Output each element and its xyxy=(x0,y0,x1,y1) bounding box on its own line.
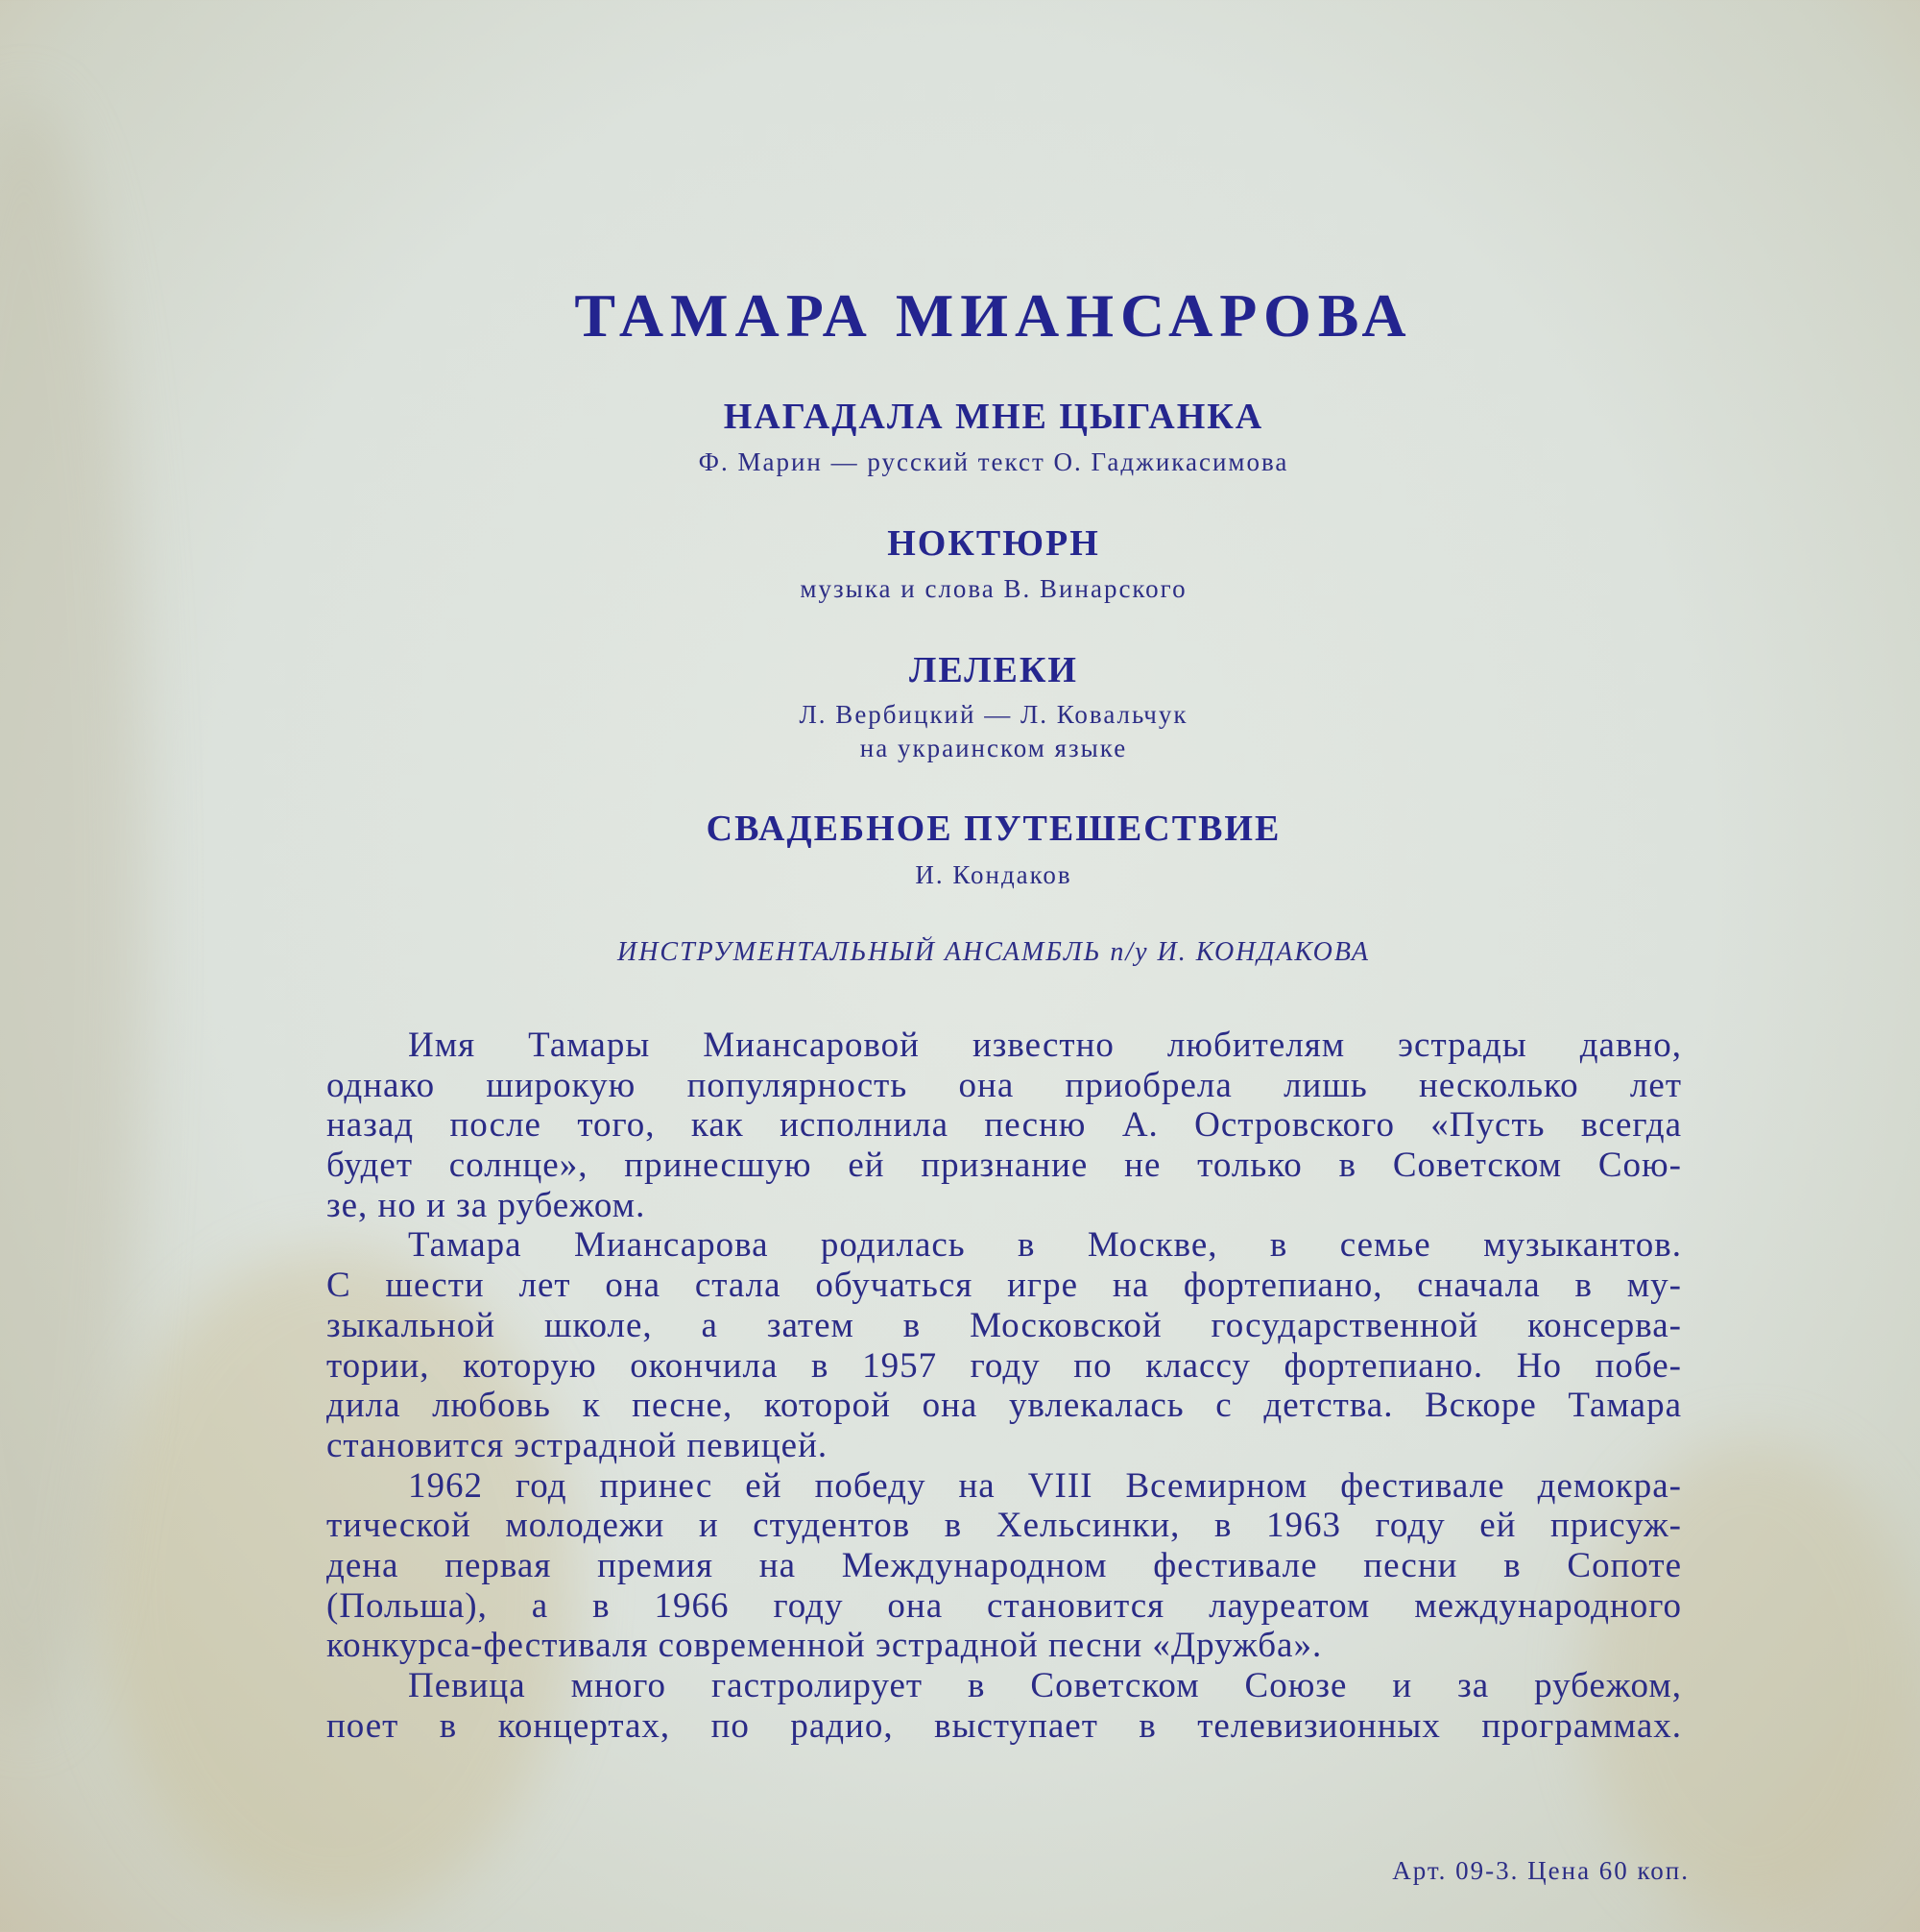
artist-name: ТАМАРА МИАНСАРОВА xyxy=(574,281,1413,350)
body-line: поет в концертах, по радио, выступает в телевизионных программах. xyxy=(326,1705,1682,1746)
body-line: назад после того, как исполнила песню А. Островского «Пусть всегда xyxy=(326,1105,1682,1146)
body-line: становится эстрадной певицей. xyxy=(326,1425,828,1465)
song-title: СВАДЕБНОЕ ПУТЕШЕСТВИЕ xyxy=(706,809,1282,849)
song-title: ЛЕЛЕКИ xyxy=(909,650,1078,690)
body-line: тории, которую окончила в 1957 году по классу фортепиано. Но побе- xyxy=(326,1345,1682,1386)
song-title: НОКТЮРН xyxy=(887,523,1100,564)
ensemble-credit: ИНСТРУМЕНТАЛЬНЫЙ АНСАМБЛЬ п/у И. КОНДАКОВА xyxy=(616,937,1371,967)
biography-text xyxy=(326,1026,1682,1746)
song-credit: музыка и слова В. Винарского xyxy=(800,574,1188,603)
body-line: (Польша), а в 1966 году она становится лауреатом международного xyxy=(326,1585,1682,1626)
body-line: 1962 год принес ей победу на VIII Всемирном фестивале демокра- xyxy=(408,1465,1682,1506)
body-line: будет солнце», принесшую ей признание не только в Советском Сою- xyxy=(326,1146,1682,1186)
body-line: зе, но и за рубежом. xyxy=(326,1185,646,1225)
song-credit: Л. Вербицкий — Л. Ковальчук xyxy=(799,700,1188,729)
body-line: Имя Тамары Миансаровой известно любителям эстрады давно, xyxy=(408,1026,1682,1065)
body-line: дена первая премия на Международном фестивале песни в Сопоте xyxy=(326,1545,1682,1585)
body-line: С шести лет она стала обучаться игре на фортепиано, сначала в му- xyxy=(326,1266,1682,1306)
song-credit: Ф. Марин — русский текст О. Гаджикасимова xyxy=(698,447,1289,476)
song-credit: И. Кондаков xyxy=(915,860,1072,889)
body-line: однако широкую популярность она приобрела лишь несколько лет xyxy=(326,1065,1682,1105)
body-line: Тамара Миансарова родилась в Москве, в семье музыкантов. xyxy=(408,1225,1682,1266)
song-title: НАГАДАЛА МНЕ ЦЫГАНКА xyxy=(723,397,1264,437)
body-line: Певица много гастролирует в Советском Союзе и за рубежом, xyxy=(408,1666,1682,1705)
catalog-price: Арт. 09-3. Цена 60 коп. xyxy=(1392,1856,1690,1885)
body-line: зыкальной школе, а затем в Московской государственной консерва- xyxy=(326,1305,1682,1345)
body-line: тической молодежи и студентов в Хельсинки, в 1963 году ей присуж- xyxy=(326,1506,1682,1546)
song-credit: на украинском языке xyxy=(859,734,1128,762)
body-line: конкурса-фестиваля современной эстрадной песни «Дружба». xyxy=(326,1626,1323,1666)
body-line: дила любовь к песне, которой она увлекалась с детства. Вскоре Тамара xyxy=(326,1386,1682,1426)
